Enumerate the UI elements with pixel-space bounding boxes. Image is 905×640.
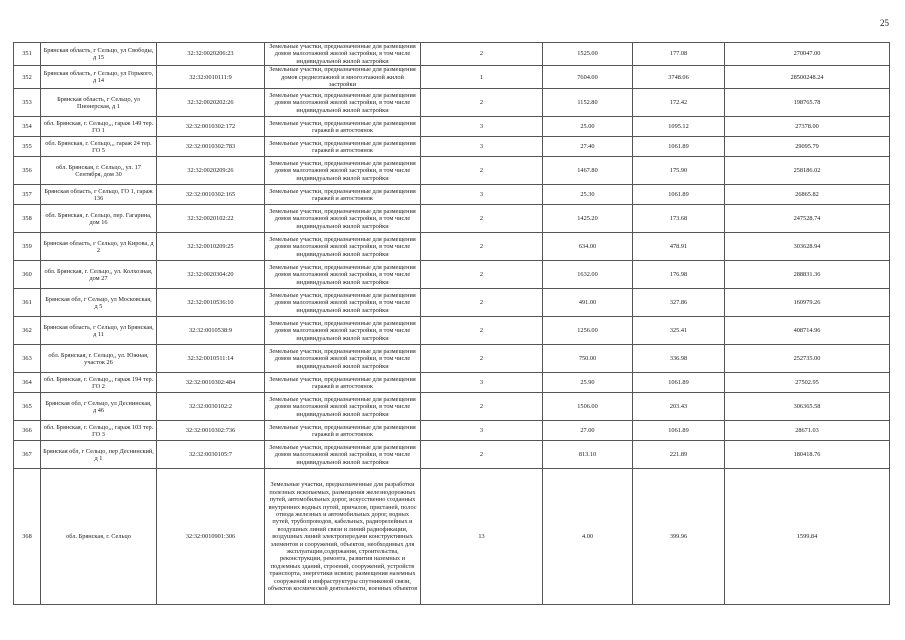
table-row bbox=[14, 43, 890, 66]
address-cell: Брянская обл, г Сельцо, пер Деснинский, д 1 bbox=[41, 441, 157, 469]
area-cell: 750.00 bbox=[543, 345, 633, 373]
cadastral-number-cell: 32:32:0010901:306 bbox=[157, 469, 265, 605]
row-number: 357 bbox=[14, 185, 41, 205]
cadastral-number-cell: 32:32:0010302:783 bbox=[157, 137, 265, 157]
cadastral-number-cell: 32:32:0010302:172 bbox=[157, 117, 265, 137]
area-cell: 491.00 bbox=[543, 289, 633, 317]
address-cell: обл. Брянская, г. Сельцо,, ул. Южная, участок 26 bbox=[41, 345, 157, 373]
address-cell: Брянская область, г Сельцо, ГО 1, гараж 136 bbox=[41, 185, 157, 205]
cadastral-value-cell: 27378.00 bbox=[725, 117, 890, 137]
land-use-cell: Земельные участки, предназначенные для размещения гаражей и автостоянок bbox=[265, 137, 421, 157]
land-use-cell: Земельные участки, предназначенные для размещения домов малоэтажной жилой застройки, в том числе индивидуальной жилой застройки bbox=[265, 317, 421, 345]
area-cell: 25.90 bbox=[543, 373, 633, 393]
table-row bbox=[14, 89, 890, 117]
area-cell: 1632.00 bbox=[543, 261, 633, 289]
cadastral-number-cell: 32:32:0010302:736 bbox=[157, 421, 265, 441]
row-number: 367 bbox=[14, 441, 41, 469]
land-use-cell: Земельные участки, предназначенные для размещения гаражей и автостоянок bbox=[265, 117, 421, 137]
row-number: 354 bbox=[14, 117, 41, 137]
land-use-cell: Земельные участки, предназначенные для размещения домов малоэтажной жилой застройки, в том числе индивидуальной жилой застройки bbox=[265, 393, 421, 421]
row-number: 353 bbox=[14, 89, 41, 117]
group-cell: 2 bbox=[421, 43, 543, 66]
cadastral-number-cell: 32:32:0010511:14 bbox=[157, 345, 265, 373]
address-cell: обл. Брянская, г. Сельцо,,, гараж 103 тер. ГО 3 bbox=[41, 421, 157, 441]
rate-cell: 1061.89 bbox=[633, 185, 725, 205]
row-number: 361 bbox=[14, 289, 41, 317]
area-cell: 634.00 bbox=[543, 233, 633, 261]
land-use-cell: Земельные участки, предназначенные для разработки полезных ископаемых, размещения железнодорожных путей, автомобильных дорог, искусственно созданных внутренних водных путей, причалов, пристаней, полос отвода железных и автомобильных дорог, водных путей, трубопроводов, кабельных, радиорелейных и воздушных линий связи и линий радиофикации, воздушных линий электропередачи конструктивных элементов и сооружений, объектов, необходимых для эксплуатации,содержания, строительства, реконструкции, ремонта, развития наземных и подземных зданий, строений, сооружений, устройств транспорта, энергетики исвязи; размещения наземных сооружений и инфраструктуры спутниковой связи, объектов космической деятельности, военных объектов bbox=[265, 469, 421, 605]
table-row bbox=[14, 421, 890, 441]
group-cell: 2 bbox=[421, 89, 543, 117]
address-cell: обл. Брянская, г. Сельцо,,, гараж 149 тер. ГО 1 bbox=[41, 117, 157, 137]
land-use-cell: Земельные участки, предназначенные для размещения домов малоэтажной жилой застройки, в том числе индивидуальной жилой застройки bbox=[265, 157, 421, 185]
row-number: 362 bbox=[14, 317, 41, 345]
address-cell: обл. Брянская, г. Сельцо,,, гараж 24 тер. ГО 5 bbox=[41, 137, 157, 157]
rate-cell: 177.08 bbox=[633, 43, 725, 66]
group-cell: 2 bbox=[421, 261, 543, 289]
table-row bbox=[14, 117, 890, 137]
group-cell: 3 bbox=[421, 185, 543, 205]
table-row bbox=[14, 289, 890, 317]
cadastral-number-cell: 32:32:0010209:25 bbox=[157, 233, 265, 261]
group-cell: 2 bbox=[421, 205, 543, 233]
group-cell: 2 bbox=[421, 233, 543, 261]
row-number: 364 bbox=[14, 373, 41, 393]
row-number: 360 bbox=[14, 261, 41, 289]
cadastral-value-cell: 180418.76 bbox=[725, 441, 890, 469]
rate-cell: 1061.89 bbox=[633, 137, 725, 157]
row-number: 365 bbox=[14, 393, 41, 421]
group-cell: 2 bbox=[421, 157, 543, 185]
rate-cell: 336.98 bbox=[633, 345, 725, 373]
rate-cell: 1061.89 bbox=[633, 373, 725, 393]
land-use-cell: Земельные участки, предназначенные для размещения домов малоэтажной жилой застройки, в том числе индивидуальной жилой застройки bbox=[265, 205, 421, 233]
group-cell: 2 bbox=[421, 289, 543, 317]
land-use-cell: Земельные участки, предназначенные для размещения домов малоэтажной жилой застройки, в том числе индивидуальной жилой застройки bbox=[265, 261, 421, 289]
area-cell: 27.00 bbox=[543, 421, 633, 441]
row-number: 366 bbox=[14, 421, 41, 441]
rate-cell: 172.42 bbox=[633, 89, 725, 117]
rate-cell: 478.91 bbox=[633, 233, 725, 261]
group-cell: 2 bbox=[421, 441, 543, 469]
table-row bbox=[14, 157, 890, 185]
rate-cell: 327.86 bbox=[633, 289, 725, 317]
table-row bbox=[14, 393, 890, 421]
cadastral-value-cell: 28500248.24 bbox=[725, 66, 890, 89]
area-cell: 1152.80 bbox=[543, 89, 633, 117]
row-number: 363 bbox=[14, 345, 41, 373]
row-number: 359 bbox=[14, 233, 41, 261]
group-cell: 2 bbox=[421, 393, 543, 421]
rate-cell: 1061.89 bbox=[633, 421, 725, 441]
area-cell: 4.00 bbox=[543, 469, 633, 605]
table-row bbox=[14, 469, 890, 605]
cadastral-value-cell: 408714.96 bbox=[725, 317, 890, 345]
cadastral-value-cell: 247528.74 bbox=[725, 205, 890, 233]
table-row bbox=[14, 185, 890, 205]
land-use-cell: Земельные участки, предназначенные для размещения гаражей и автостоянок bbox=[265, 373, 421, 393]
cadastral-number-cell: 32:32:0020102:22 bbox=[157, 205, 265, 233]
table-row bbox=[14, 137, 890, 157]
land-use-cell: Земельные участки, предназначенные для размещения гаражей и автостоянок bbox=[265, 421, 421, 441]
table-row bbox=[14, 317, 890, 345]
cadastral-value-cell: 160979.26 bbox=[725, 289, 890, 317]
rate-cell: 203.43 bbox=[633, 393, 725, 421]
area-cell: 1506.00 bbox=[543, 393, 633, 421]
cadastral-number-cell: 32:32:0010302:165 bbox=[157, 185, 265, 205]
cadastral-value-cell: 28671.03 bbox=[725, 421, 890, 441]
land-use-cell: Земельные участки, предназначенные для размещения гаражей и автостоянок bbox=[265, 185, 421, 205]
address-cell: обл. Брянская, г. Сельцо,, ул. 17 Сентября, дом 30 bbox=[41, 157, 157, 185]
land-use-cell: Земельные участки, предназначенные для размещения домов среднеэтажной и многоэтажной жилой застройки bbox=[265, 66, 421, 89]
cadastral-number-cell: 32:32:0030102:2 bbox=[157, 393, 265, 421]
land-use-cell: Земельные участки, предназначенные для размещения домов малоэтажной жилой застройки, в том числе индивидуальной жилой застройки bbox=[265, 89, 421, 117]
rate-cell: 175.90 bbox=[633, 157, 725, 185]
cadastral-number-cell: 32:32:0010538:9 bbox=[157, 317, 265, 345]
cadastral-number-cell: 32:32:0010111:9 bbox=[157, 66, 265, 89]
row-number: 352 bbox=[14, 66, 41, 89]
land-use-cell: Земельные участки, предназначенные для размещения домов малоэтажной жилой застройки, в том числе индивидуальной жилой застройки bbox=[265, 43, 421, 66]
group-cell: 3 bbox=[421, 421, 543, 441]
cadastral-value-cell: 258186.02 bbox=[725, 157, 890, 185]
rate-cell: 3748.06 bbox=[633, 66, 725, 89]
table-row bbox=[14, 261, 890, 289]
cadastral-number-cell: 32:32:0010302:484 bbox=[157, 373, 265, 393]
rate-cell: 173.68 bbox=[633, 205, 725, 233]
address-cell: обл. Брянская, г. Сельцо,,, гараж 194 тер. ГО 2 bbox=[41, 373, 157, 393]
address-cell: Брянская область, г Сельцо, ул Брянская, д 11 bbox=[41, 317, 157, 345]
cadastral-value-cell: 252735.00 bbox=[725, 345, 890, 373]
cadastral-number-cell: 32:32:0010536:10 bbox=[157, 289, 265, 317]
area-cell: 27.40 bbox=[543, 137, 633, 157]
cadastral-value-cell: 29095.79 bbox=[725, 137, 890, 157]
cadastral-value-cell: 26865.82 bbox=[725, 185, 890, 205]
group-cell: 13 bbox=[421, 469, 543, 605]
group-cell: 2 bbox=[421, 345, 543, 373]
page-number: 25 bbox=[880, 18, 889, 28]
land-use-cell: Земельные участки, предназначенные для размещения домов малоэтажной жилой застройки, в том числе индивидуальной жилой застройки bbox=[265, 345, 421, 373]
rate-cell: 1095.12 bbox=[633, 117, 725, 137]
rate-cell: 399.96 bbox=[633, 469, 725, 605]
rate-cell: 221.89 bbox=[633, 441, 725, 469]
area-cell: 813.10 bbox=[543, 441, 633, 469]
group-cell: 3 bbox=[421, 373, 543, 393]
land-use-cell: Земельные участки, предназначенные для размещения домов малоэтажной жилой застройки, в том числе индивидуальной жилой застройки bbox=[265, 233, 421, 261]
cadastral-value-cell: 27502.95 bbox=[725, 373, 890, 393]
area-cell: 1425.20 bbox=[543, 205, 633, 233]
group-cell: 3 bbox=[421, 117, 543, 137]
rate-cell: 325.41 bbox=[633, 317, 725, 345]
group-cell: 2 bbox=[421, 317, 543, 345]
land-use-cell: Земельные участки, предназначенные для размещения домов малоэтажной жилой застройки, в том числе индивидуальной жилой застройки bbox=[265, 289, 421, 317]
row-number: 355 bbox=[14, 137, 41, 157]
table-row bbox=[14, 233, 890, 261]
registry-table bbox=[13, 42, 890, 605]
cadastral-number-cell: 32:32:0020209:26 bbox=[157, 157, 265, 185]
address-cell: Брянская область, г Сельцо, ул Свободы, д 15 bbox=[41, 43, 157, 66]
area-cell: 25.00 bbox=[543, 117, 633, 137]
row-number: 358 bbox=[14, 205, 41, 233]
cadastral-value-cell: 306365.58 bbox=[725, 393, 890, 421]
address-cell: Брянская обл, г Сельцо, ул Деснинская, д 46 bbox=[41, 393, 157, 421]
table-row bbox=[14, 205, 890, 233]
cadastral-value-cell: 303628.94 bbox=[725, 233, 890, 261]
address-cell: Брянская область, г Сельцо, ул Горького, д 14 bbox=[41, 66, 157, 89]
area-cell: 1256.00 bbox=[543, 317, 633, 345]
address-cell: Брянская область, г Сельцо, ул Кирова, д 2 bbox=[41, 233, 157, 261]
table-row bbox=[14, 441, 890, 469]
rate-cell: 176.98 bbox=[633, 261, 725, 289]
cadastral-number-cell: 32:32:0030105:7 bbox=[157, 441, 265, 469]
row-number: 356 bbox=[14, 157, 41, 185]
address-cell: обл. Брянская, г. Сельцо bbox=[41, 469, 157, 605]
row-number: 351 bbox=[14, 43, 41, 66]
area-cell: 1525.00 bbox=[543, 43, 633, 66]
area-cell: 25.30 bbox=[543, 185, 633, 205]
cadastral-value-cell: 270047.00 bbox=[725, 43, 890, 66]
cadastral-value-cell: 288831.36 bbox=[725, 261, 890, 289]
address-cell: обл. Брянская, г. Сельцо,, ул. Колхозная, дом 27 bbox=[41, 261, 157, 289]
address-cell: Брянская область, г Сельцо, ул Пионерская, д 1 bbox=[41, 89, 157, 117]
table-row bbox=[14, 373, 890, 393]
land-use-cell: Земельные участки, предназначенные для размещения домов малоэтажной жилой застройки, в том числе индивидуальной жилой застройки bbox=[265, 441, 421, 469]
area-cell: 1467.80 bbox=[543, 157, 633, 185]
address-cell: Брянская обл, г Сельцо, ул Московская, д 5 bbox=[41, 289, 157, 317]
cadastral-number-cell: 32:32:0020202:26 bbox=[157, 89, 265, 117]
table-row bbox=[14, 66, 890, 89]
group-cell: 1 bbox=[421, 66, 543, 89]
address-cell: обл. Брянская, г. Сельцо, пер. Гагарина, дом 16 bbox=[41, 205, 157, 233]
table-row bbox=[14, 345, 890, 373]
group-cell: 3 bbox=[421, 137, 543, 157]
row-number: 368 bbox=[14, 469, 41, 605]
cadastral-number-cell: 32:32:0020206:23 bbox=[157, 43, 265, 66]
cadastral-value-cell: 198765.78 bbox=[725, 89, 890, 117]
cadastral-number-cell: 32:32:0020304:20 bbox=[157, 261, 265, 289]
area-cell: 7604.00 bbox=[543, 66, 633, 89]
cadastral-value-cell: 1599.84 bbox=[725, 469, 890, 605]
